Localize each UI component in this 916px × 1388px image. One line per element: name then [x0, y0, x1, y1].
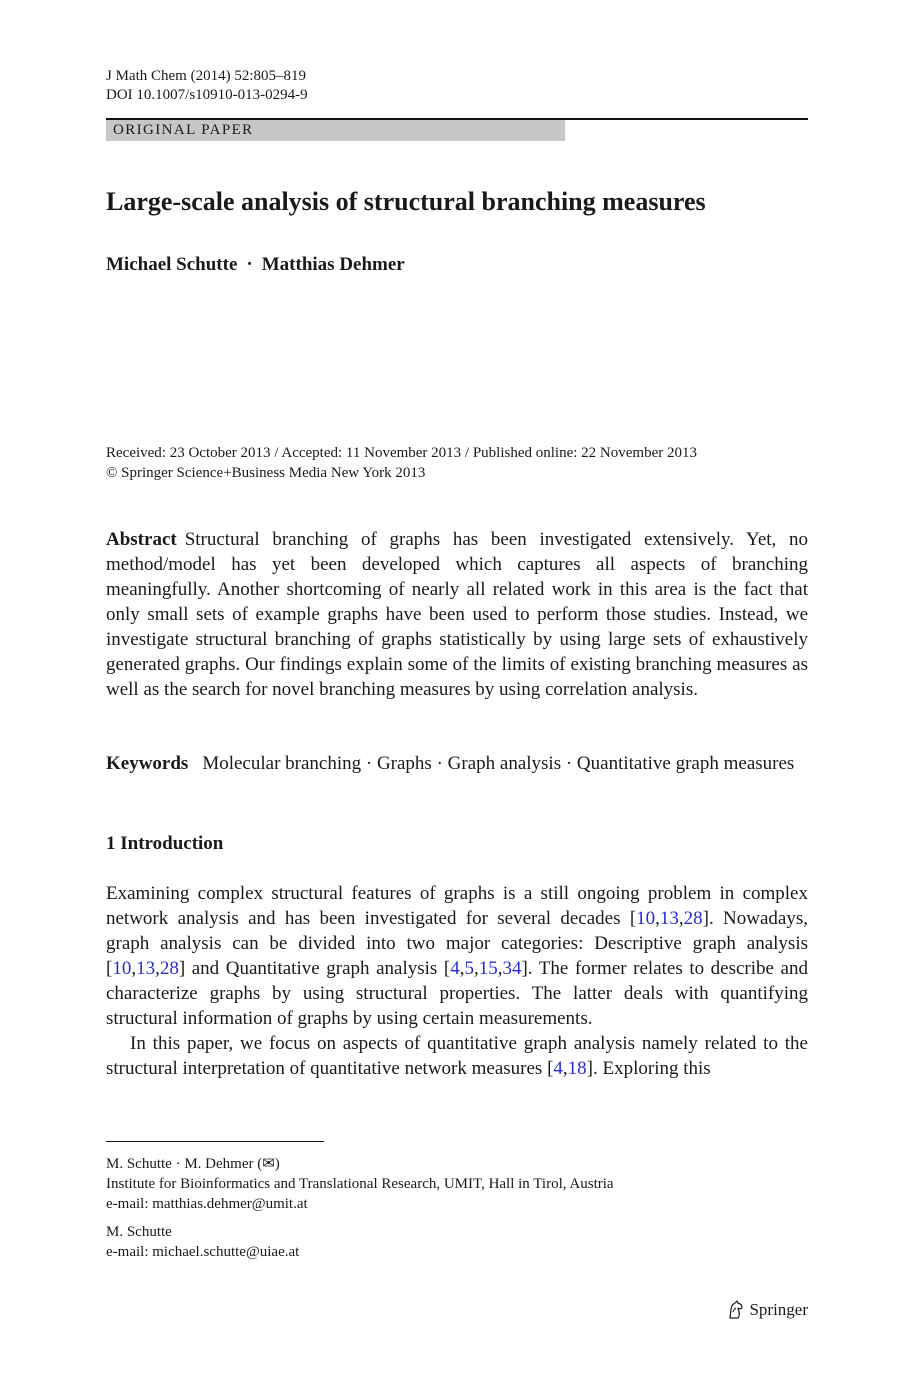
author-list [106, 253, 405, 277]
citation-link[interactable]: 4 [553, 1058, 563, 1079]
paragraph-text: , [131, 958, 137, 979]
publication-dates [106, 443, 697, 483]
keywords [106, 751, 808, 776]
citation-link[interactable]: 10 [112, 958, 132, 979]
section-heading: 1 Introduction [106, 833, 224, 854]
author-name: Matthias Dehmer [261, 254, 405, 275]
paragraph-text: , [459, 958, 465, 979]
abstract-label: Abstract [106, 529, 177, 550]
paragraph-text: ] and Quantitative graph analysis [ [178, 958, 451, 979]
keywords-label: Keywords [106, 753, 189, 774]
dates-line: Received: 23 October 2013 / Accepted: 11 November 2013 / Published online: 22 November 2013 [106, 445, 697, 461]
article-type-banner: ORIGINAL PAPER [106, 120, 565, 141]
introduction-paragraph [106, 1031, 808, 1081]
email: e-mail: michael.schutte@uiae.at [106, 1244, 300, 1260]
abstract [106, 527, 808, 702]
author-affiliations [106, 1154, 614, 1262]
paragraph-text: , [473, 958, 479, 979]
keywords-text: Molecular branching · Graphs · Graph analysis · Quantitative graph measures [202, 753, 795, 774]
citation-link[interactable]: 5 [464, 958, 474, 979]
paragraph-text: In this paper, we focus on aspects of quantitative graph analysis namely related to the structural interpretation of quantitative network measures [ [106, 1033, 808, 1079]
publisher-name: Springer [749, 1300, 808, 1319]
citation-link[interactable]: 4 [450, 958, 460, 979]
paragraph-text: , [562, 1058, 568, 1079]
footnote-rule [106, 1141, 324, 1142]
paragraph-text: , [497, 958, 503, 979]
paragraph-text: Examining complex structural features of graphs is a still ongoing problem in complex network analysis and has been investigated for several decades [ [106, 883, 808, 929]
paragraph-text: , [678, 908, 684, 929]
doi: DOI 10.1007/s10910-013-0294-9 [106, 87, 308, 103]
springer-horse-icon [727, 1300, 745, 1320]
paragraph-text: , [155, 958, 160, 979]
journal-citation: J Math Chem (2014) 52:805–819 [106, 68, 306, 84]
copyright-line: © Springer Science+Business Media New York 2013 [106, 465, 426, 481]
paragraph-text: ]. The former relates to describe and characterize graphs by using structural properties. The latter deals with quantifying structural information of graphs by using certain measurements. [106, 958, 808, 1029]
footnote-authors: M. Schutte · M. Dehmer (✉) [106, 1156, 280, 1172]
author-name: Michael Schutte [106, 254, 238, 275]
introduction-paragraph [106, 881, 808, 1031]
paragraph-text: ]. Exploring this [586, 1058, 711, 1079]
paper-page [106, 0, 808, 1388]
citation-link[interactable]: 15 [478, 958, 498, 979]
citation-link[interactable]: 10 [636, 908, 656, 929]
paragraph-text: , [655, 908, 660, 929]
publisher-logo [727, 1299, 808, 1321]
citation-link[interactable]: 34 [502, 958, 522, 979]
citation-link[interactable]: 13 [659, 908, 679, 929]
citation-link[interactable]: 18 [567, 1058, 587, 1079]
citation-link[interactable]: 28 [159, 958, 179, 979]
introduction-body [106, 881, 808, 1081]
abstract-text: Structural branching of graphs has been investigated extensively. Yet, no method/model has yet been developed which captures all aspects of branching meaningfully. Another shortcoming of nearly all related work in this area is the fact that only small sets of example graphs have been used to perform those studies. Instead, we investigate structural branching of graphs statistically by using large sets of exhaustively generated graphs. Our findings explain some of the limits of existing branching measures as well as the search for novel branching measures by using correlation analysis. [106, 529, 808, 700]
author-separator: · [246, 254, 253, 275]
citation-link[interactable]: 13 [136, 958, 156, 979]
paragraph-text: ]. Nowadays, graph analysis can be divided into two major categories: Descriptive graph analysis [ [106, 908, 809, 979]
footnote-author: M. Schutte [106, 1224, 172, 1240]
institute: Institute for Bioinformatics and Translational Research, UMIT, Hall in Tirol, Austria [106, 1176, 614, 1192]
paper-title: Large-scale analysis of structural branching measures [106, 187, 706, 216]
journal-info [106, 67, 308, 105]
citation-link[interactable]: 28 [683, 908, 703, 929]
email: e-mail: matthias.dehmer@umit.at [106, 1196, 308, 1212]
